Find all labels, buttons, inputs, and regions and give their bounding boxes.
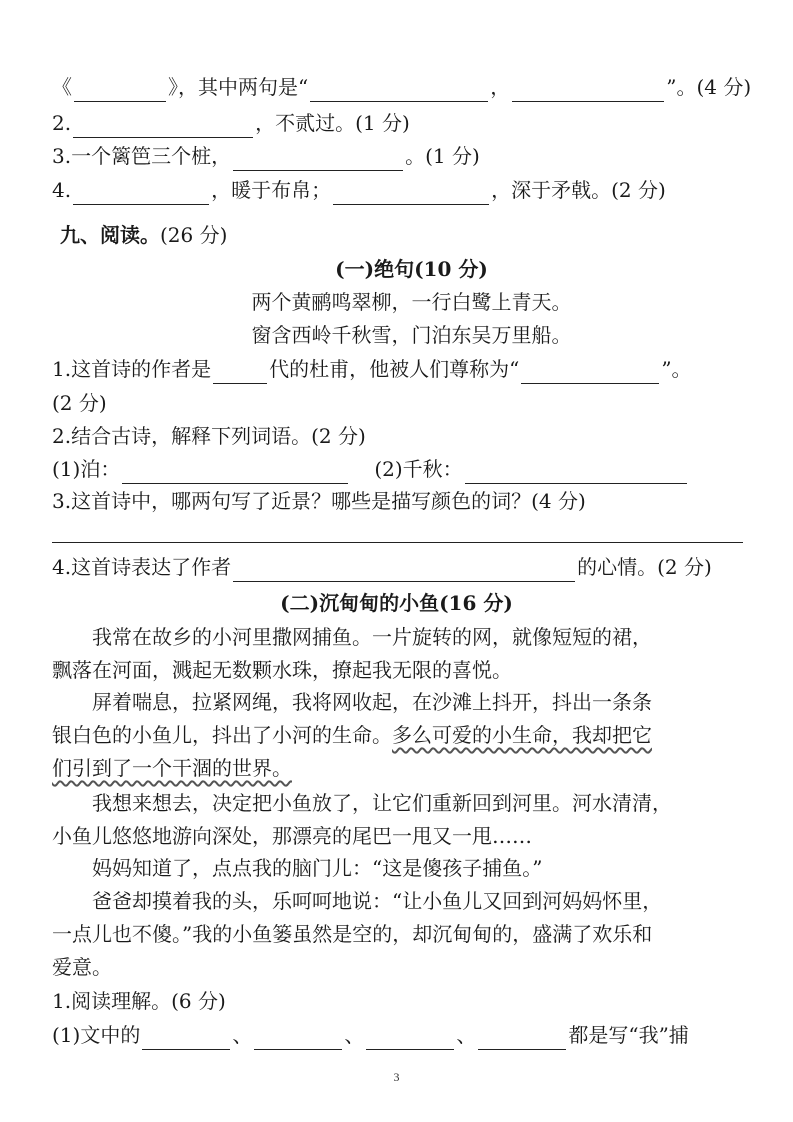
text: ”。 <box>661 357 692 381</box>
underlined-sentence: 们引到了一个干涸的世界。 <box>52 756 292 780</box>
question-2: 2.结合古诗，解释下列词语。(2 分) <box>52 424 366 448</box>
fill-line-2 <box>52 108 753 138</box>
question-4 <box>52 552 753 582</box>
answer-blank[interactable] <box>142 1027 230 1050</box>
answer-blank[interactable] <box>333 182 489 205</box>
answer-blank[interactable] <box>74 79 166 102</box>
underlined-sentence: 多么可爱的小生命，我却把它 <box>392 723 652 747</box>
text: 、 <box>456 1023 477 1047</box>
text: 。(1 分) <box>405 144 480 168</box>
text: ”。(4 分) <box>666 75 752 99</box>
fill-line-poem-title <box>52 72 753 102</box>
story-paragraph: 妈妈知道了，点点我的脑门儿：“这是傻孩子捕鱼。” <box>92 856 543 880</box>
story-paragraph: 爱意。 <box>52 955 112 979</box>
question-3: 3.这首诗中，哪两句写了近景？哪些是描写颜色的词？(4 分) <box>52 489 586 513</box>
answer-blank[interactable] <box>366 1027 454 1050</box>
answer-blank[interactable] <box>73 115 253 138</box>
answer-blank[interactable] <box>213 361 267 384</box>
section-title: 九、阅读。 <box>60 223 160 247</box>
answer-blank[interactable] <box>521 361 659 384</box>
text: 代的杜甫，他被人们尊称为“ <box>269 357 520 381</box>
story-question-1: 1.阅读理解。(6 分) <box>52 989 226 1013</box>
text: 》，其中两句是“ <box>168 75 309 99</box>
text: 1.这首诗的作者是 <box>52 357 212 381</box>
answer-blank[interactable] <box>465 461 687 484</box>
answer-blank[interactable] <box>233 148 403 171</box>
text: 、 <box>344 1023 365 1047</box>
story-paragraph: 小鱼儿悠悠地游向深处，那漂亮的尾巴一甩又一甩…… <box>52 824 532 848</box>
fill-line-4 <box>52 175 753 205</box>
text: 2. <box>52 111 72 135</box>
answer-blank[interactable] <box>73 182 209 205</box>
answer-line[interactable] <box>52 542 743 543</box>
text: ， <box>490 75 511 99</box>
text: ，暖于布帛； <box>211 178 332 202</box>
fill-line-3 <box>52 141 753 171</box>
text: 4.这首诗表达了作者 <box>52 555 232 579</box>
story-question-1-1 <box>52 1020 753 1050</box>
answer-blank[interactable] <box>512 79 664 102</box>
answer-blank[interactable] <box>478 1027 566 1050</box>
text: 都是写“我”捕 <box>568 1023 689 1047</box>
story-paragraph: 一点儿也不傻。”我的小鱼篓虽然是空的，却沉甸甸的，盛满了欢乐和 <box>52 922 653 946</box>
story-paragraph: 飘落在河面，溅起无数颗水珠，撩起我无限的喜悦。 <box>52 658 512 682</box>
text: 《 <box>52 75 72 99</box>
text: 3.一个篱笆三个桩， <box>52 144 232 168</box>
page-number: 3 <box>393 1070 400 1084</box>
story-paragraph <box>52 753 753 783</box>
text: 、 <box>232 1023 253 1047</box>
section-points: (26 分) <box>160 223 228 247</box>
answer-blank[interactable] <box>310 79 488 102</box>
story-title: (二)沉甸甸的小鱼(16 分) <box>280 591 513 615</box>
question-1-points: (2 分) <box>52 391 107 415</box>
poem-title: (一)绝句(10 分) <box>335 257 488 281</box>
text: ，不贰过。(1 分) <box>255 111 410 135</box>
text: 银白色的小鱼儿，抖出了小河的生命。 <box>52 723 392 747</box>
answer-blank[interactable] <box>233 559 575 582</box>
text: 的心情。(2 分) <box>577 555 712 579</box>
poem-line-2: 窗含西岭千秋雪，门泊东吴万里船。 <box>251 323 572 347</box>
text: ，深于矛戟。(2 分) <box>491 178 666 202</box>
text: (1)文中的 <box>52 1023 141 1047</box>
question-2-items <box>52 454 753 484</box>
story-paragraph: 我常在故乡的小河里撒网捕鱼。一片旋转的网，就像短短的裙， <box>92 625 652 649</box>
answer-blank[interactable] <box>122 461 348 484</box>
text: (1)泊： <box>52 457 121 481</box>
text: 4. <box>52 178 72 202</box>
story-paragraph: 我想来想去，决定把小鱼放了，让它们重新回到河里。河水清清， <box>92 791 672 815</box>
question-1 <box>52 354 753 384</box>
story-paragraph <box>52 720 753 750</box>
text: (2)千秋： <box>374 457 463 481</box>
story-paragraph: 屏着喘息，拉紧网绳，我将网收起，在沙滩上抖开，抖出一条条 <box>92 690 652 714</box>
answer-blank[interactable] <box>254 1027 342 1050</box>
poem-line-1: 两个黄鹂鸣翠柳，一行白鹭上青天。 <box>251 290 572 314</box>
section-heading <box>60 220 753 250</box>
story-paragraph: 爸爸却摸着我的头，乐呵呵地说：“让小鱼儿又回到河妈妈怀里， <box>92 889 663 913</box>
